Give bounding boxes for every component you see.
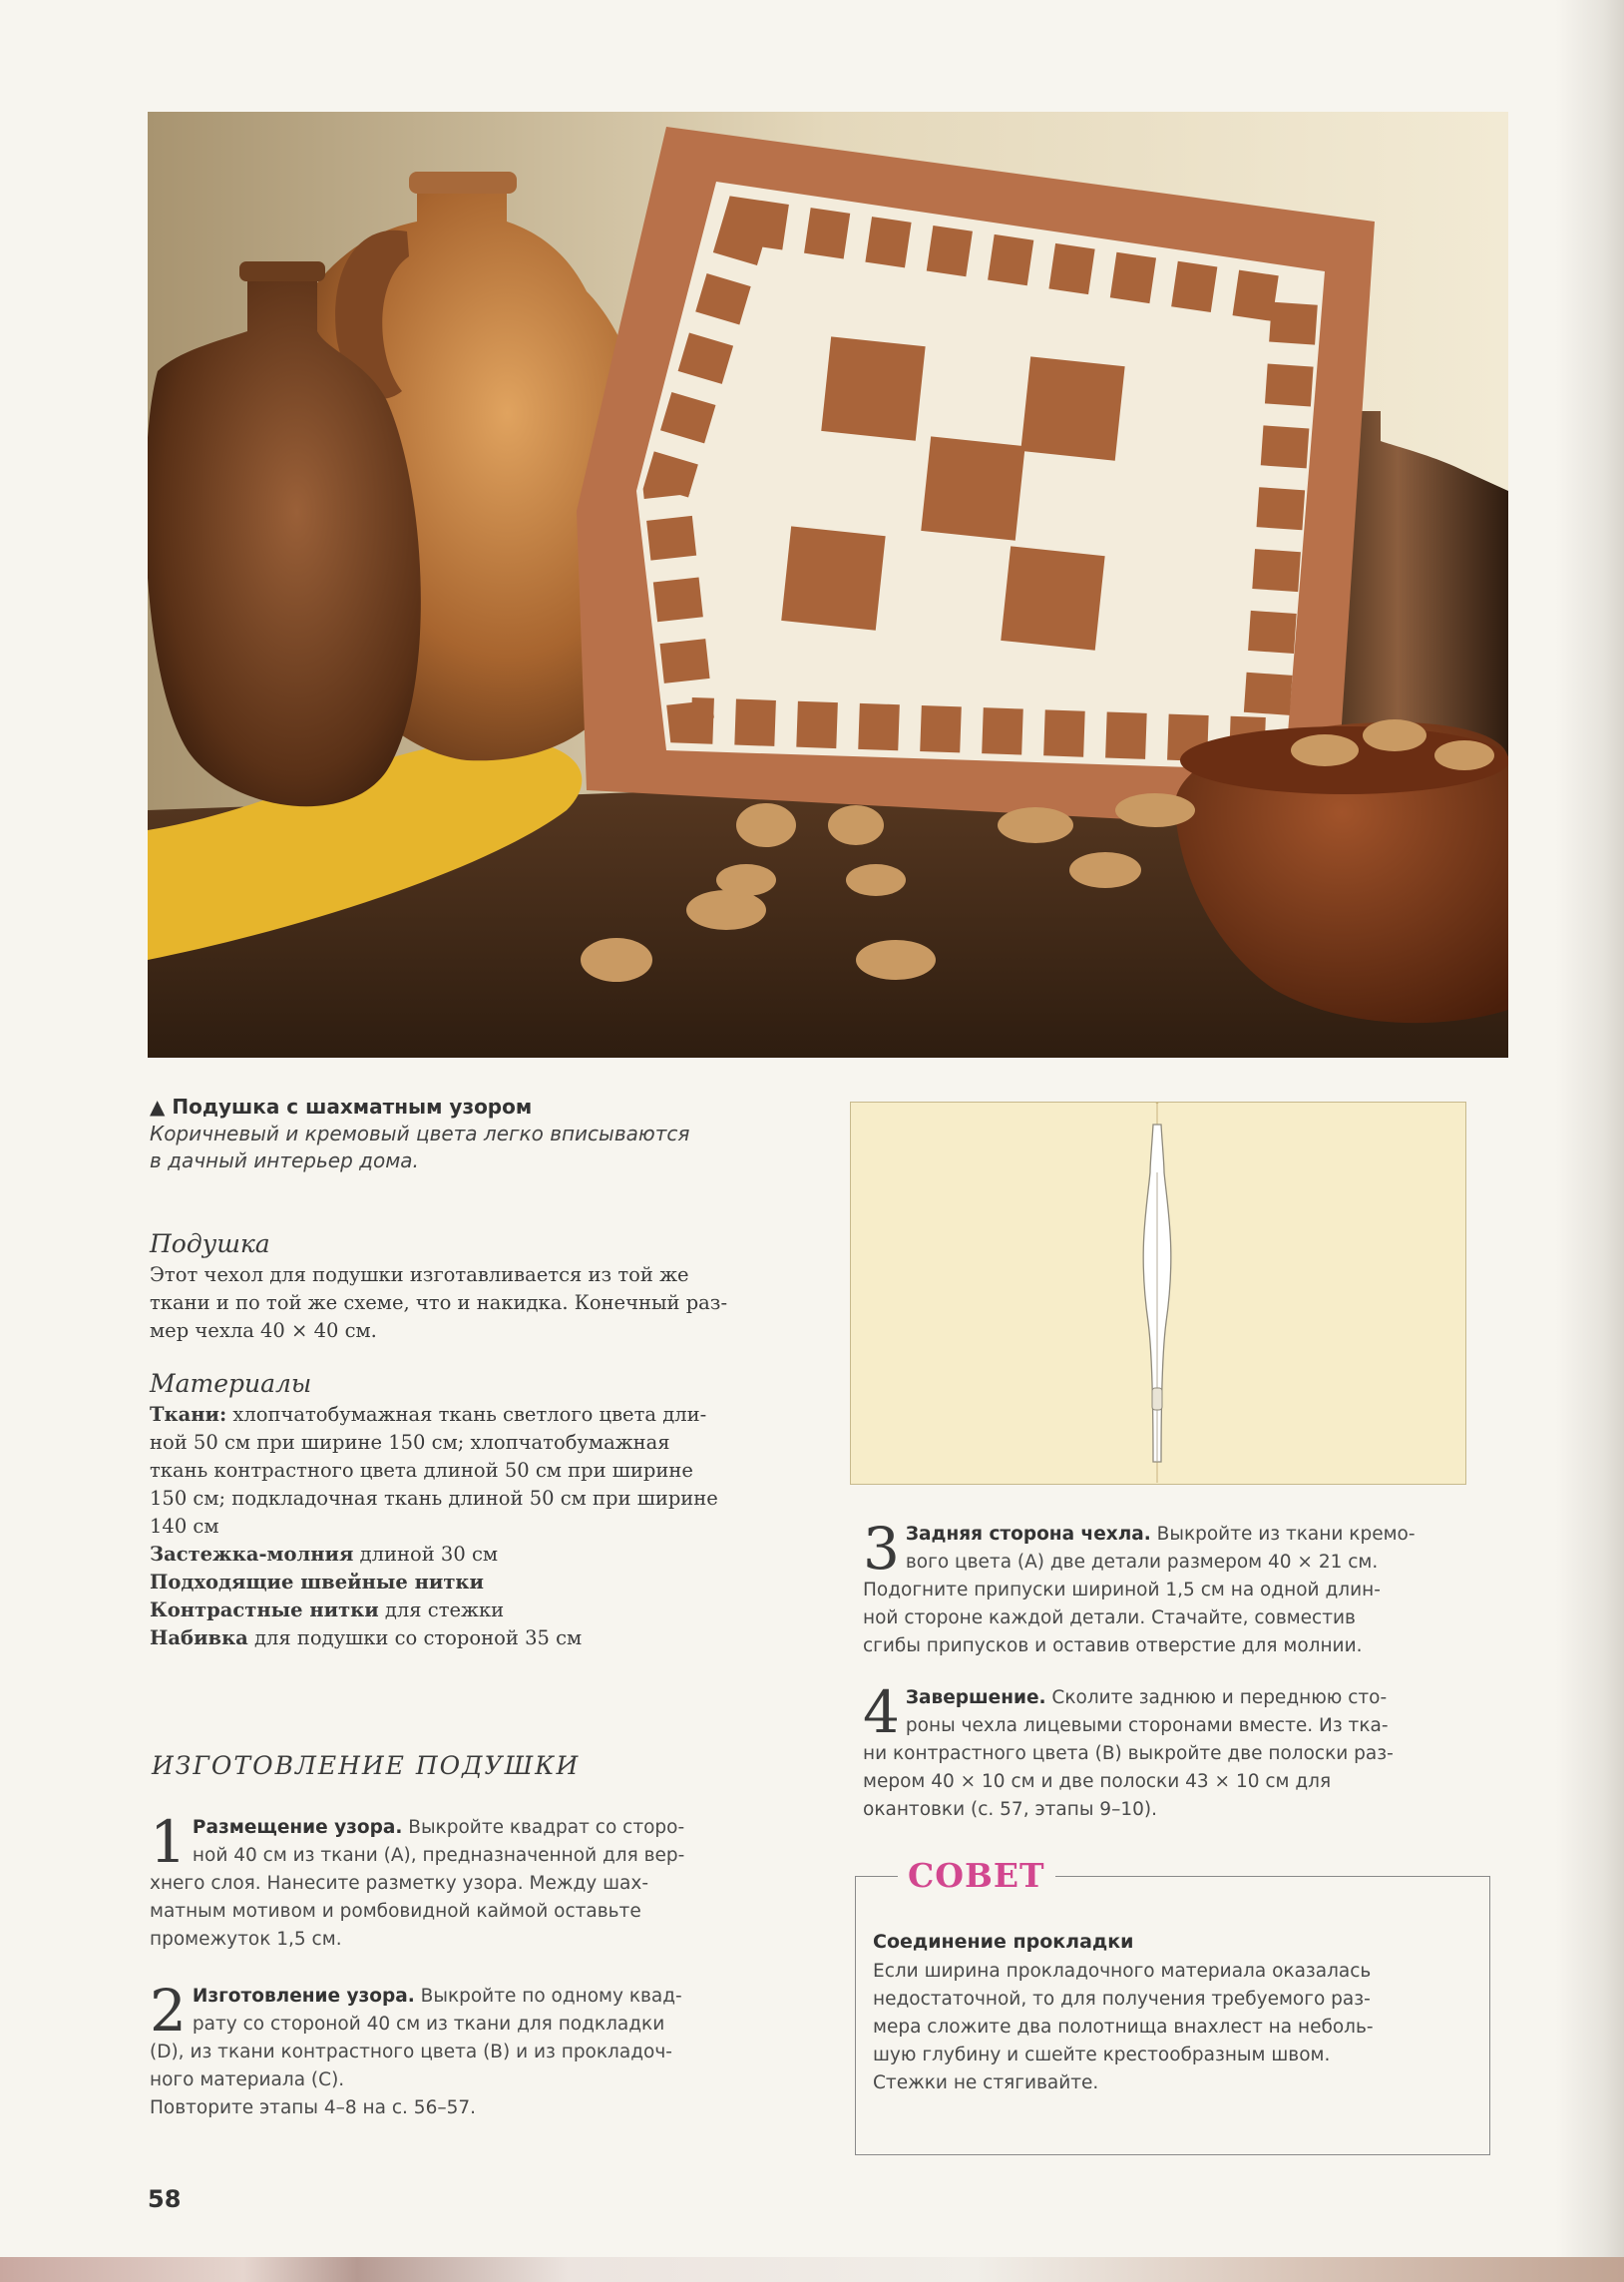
materials-list [150, 1401, 798, 1652]
text-line: Если ширина прокладочного материала оказалась [873, 1961, 1372, 1982]
step-title: Изготовление узора. [192, 1986, 415, 2007]
materials-threads: Подходящие швейные нитки [150, 1571, 484, 1594]
text-line: Стежки не стягивайте. [873, 2072, 1099, 2093]
text-line: недостаточной, то для получения требуемого раз- [873, 1989, 1371, 2010]
caption-description-line: в дачный интерьер дома. [150, 1148, 419, 1172]
materials-heading: Материалы [150, 1369, 312, 1398]
step-number: 2 [150, 1977, 187, 2045]
text-line: Подогните припуски шириной 1,5 см на одной длин- [863, 1580, 1381, 1600]
tip-title: Соединение прокладки [873, 1931, 1134, 1953]
making-heading: ИЗГОТОВЛЕНИЕ ПОДУШКИ [152, 1751, 581, 1780]
text-line: матным мотивом и ромбовидной каймой оставьте [150, 1901, 641, 1922]
step-3: 3 Задняя сторона чехла. Выкройте из ткани кремо- вого цвета (А) две детали размером 40 × 21 см. Подогните припуски шириной 1,5 см на одной длин- ной стороне каждой детали. Стачайте, совместив сгибы припусков и оставив отверстие для молнии. [863, 1521, 1481, 1660]
text-line: Этот чехол для подушки изготавливается из той же [150, 1263, 689, 1286]
text-line: Повторите этапы 4–8 на с. 56–57. [150, 2097, 477, 2118]
page-edge-shadow [1556, 0, 1624, 2282]
text-line: ной 40 см из ткани (А), предназначенной для вер- [192, 1845, 685, 1866]
text-line: 140 см [150, 1515, 219, 1538]
step-2: 2 Изготовление узора. Выкройте по одному квад- рату со стороной 40 см из ткани для подкладки (D), из ткани контрастного цвета (В) и из прокладоч- ного материала (С). Повторите этапы 4–8 на с. 56–57. [150, 1983, 768, 2122]
step-number: 3 [863, 1515, 900, 1583]
text-line: ной 50 см при ширине 150 см; хлопчатобумажная [150, 1431, 670, 1454]
materials-stuffing: Набивка для подушки со стороной 35 см [150, 1626, 583, 1649]
pillow-heading: Подушка [150, 1229, 270, 1258]
caption-description-line: Коричневый и кремовый цвета легко вписываются [150, 1122, 690, 1145]
text-line: (D), из ткани контрастного цвета (В) и из прокладоч- [150, 2042, 672, 2062]
text-line: шую глубину и сшейте крестообразным швом. [873, 2045, 1331, 2065]
tip-label: СОВЕТ [898, 1856, 1055, 1895]
step-title: Завершение. [905, 1687, 1046, 1708]
step-4: 4 Завершение. Сколите заднюю и переднюю сто- роны чехла лицевыми сторонами вместе. Из тка- ни контрастного цвета (В) выкройте две полоски раз- мером 40 × 10 см и две полоски 43 × 10 см для окантовки (с. 57, этапы 9–10). [863, 1684, 1481, 1824]
text-line: ни контрастного цвета (В) выкройте две полоски раз- [863, 1743, 1394, 1764]
text-line: окантовки (с. 57, этапы 9–10). [863, 1799, 1157, 1820]
scan-bottom-strip [0, 2257, 1624, 2282]
text-line: сгибы припусков и оставив отверстие для молнии. [863, 1635, 1363, 1656]
step-1: 1 Размещение узора. Выкройте квадрат со сторо- ной 40 см из ткани (А), предназначенной для вер- хнего слоя. Нанесите разметку узора. Между шах- матным мотивом и ромбовидной каймой оставьте промежуток 1,5 см. [150, 1814, 768, 1954]
text-line: ткани и по той же схеме, что и накидка. Конечный раз- [150, 1291, 728, 1314]
text-line: мера сложите два полотнища внахлест на неболь- [873, 2017, 1374, 2038]
pillow-photo [148, 112, 1508, 1058]
text-line: ной стороне каждой детали. Стачайте, совместив [863, 1607, 1356, 1628]
text-line: ткань контрастного цвета длиной 50 см при ширине [150, 1459, 693, 1482]
triangle-marker-icon: ▲ [150, 1095, 166, 1119]
text-line: ного материала (С). [150, 2069, 345, 2090]
caption-title: ▲ Подушка с шахматным узором [150, 1095, 533, 1119]
text-line: вого цвета (А) две детали размером 40 × 21 см. [905, 1552, 1379, 1573]
text-line: промежуток 1,5 см. [150, 1929, 342, 1950]
step-title: Задняя сторона чехла. [905, 1524, 1151, 1545]
step-number: 4 [863, 1678, 900, 1746]
text-line: хнего слоя. Нанесите разметку узора. Между шах- [150, 1873, 649, 1894]
materials-contrast-threads: Контрастные нитки для стежки [150, 1598, 505, 1621]
step-title: Размещение узора. [192, 1817, 403, 1838]
photo-caption [150, 1094, 768, 1174]
text-line: мером 40 × 10 см и две полоски 43 × 10 см для [863, 1771, 1332, 1792]
materials-zipper: Застежка-молния длиной 30 см [150, 1543, 499, 1566]
text-line: 150 см; подкладочная ткань длиной 50 см при ширине [150, 1487, 718, 1510]
page-number: 58 [148, 2185, 182, 2213]
text-line: мер чехла 40 × 40 см. [150, 1319, 377, 1342]
text-line: роны чехла лицевыми сторонами вместе. Из тка- [905, 1715, 1389, 1736]
tip-text [873, 1958, 1481, 2097]
materials-fabrics: Ткани: хлопчатобумажная ткань светлого цвета дли- [150, 1403, 707, 1426]
zipper-illustration [850, 1102, 1466, 1485]
step-number: 1 [150, 1808, 187, 1876]
pillow-description [150, 1261, 788, 1345]
text-line: рату со стороной 40 см из ткани для подкладки [192, 2014, 665, 2035]
